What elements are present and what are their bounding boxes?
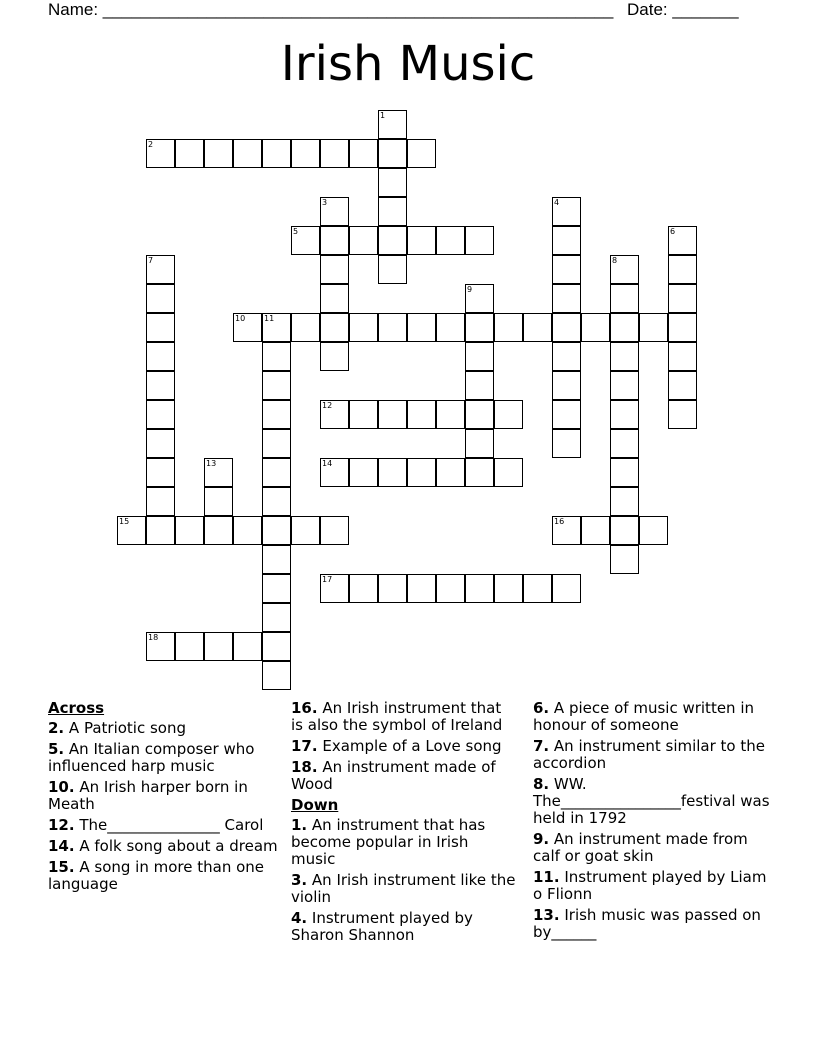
grid-cell[interactable] [378,574,407,603]
grid-cell[interactable] [610,284,639,313]
grid-cell[interactable] [320,458,349,487]
grid-cell[interactable] [117,516,146,545]
grid-cell[interactable] [320,197,349,226]
grid-cell[interactable] [378,255,407,284]
grid-cell[interactable] [262,632,291,661]
grid-cell[interactable] [320,342,349,371]
grid-cell[interactable] [146,371,175,400]
grid-cell[interactable] [610,487,639,516]
grid-cell[interactable] [291,226,320,255]
grid-cell[interactable] [610,429,639,458]
grid-cell[interactable] [349,313,378,342]
clue-across-5: 5. An Italian composer who influenced harp music [48,740,255,775]
grid-cell[interactable] [320,516,349,545]
clue-column-3 [533,700,773,945]
grid-cell[interactable] [494,400,523,429]
grid-cell[interactable] [262,342,291,371]
clue-across-18: 18. An instrument made of Wood [291,758,496,793]
grid-cell[interactable] [407,226,436,255]
grid-cell[interactable] [262,371,291,400]
grid-cell[interactable] [465,458,494,487]
grid-cell[interactable] [552,342,581,371]
grid-cell[interactable] [320,400,349,429]
grid-cell[interactable] [465,226,494,255]
grid-cell[interactable] [262,429,291,458]
grid-cell[interactable] [465,284,494,313]
grid-cell[interactable] [378,168,407,197]
clue-across-16: 16. An Irish instrument that is also the symbol of Ireland [291,699,503,734]
date-field[interactable]: Date: _______ [627,0,739,19]
grid-cell[interactable] [320,574,349,603]
grid-cell[interactable] [552,400,581,429]
clue-number: 8 [612,256,618,265]
grid-cell[interactable] [552,255,581,284]
grid-cell[interactable] [349,139,378,168]
grid-cell[interactable] [320,284,349,313]
clue-number: 16 [554,517,565,526]
grid-cell[interactable] [407,139,436,168]
grid-cell[interactable] [465,342,494,371]
grid-cell[interactable] [146,139,175,168]
grid-cell[interactable] [378,458,407,487]
grid-cell[interactable] [146,342,175,371]
clue-down-7: 7. An instrument similar to the accordion [533,737,765,772]
grid-cell[interactable] [610,342,639,371]
across-heading: Across [48,699,105,717]
clue-number: 2 [148,140,154,149]
grid-cell[interactable] [378,197,407,226]
grid-cell[interactable] [262,574,291,603]
grid-cell[interactable] [175,632,204,661]
grid-cell[interactable] [436,400,465,429]
grid-cell[interactable] [552,574,581,603]
grid-cell[interactable] [204,487,233,516]
grid-cell[interactable] [262,661,291,690]
grid-cell[interactable] [610,313,639,342]
grid-cell[interactable] [465,429,494,458]
clue-down-4: 4. Instrument played by Sharon Shannon [291,909,473,944]
grid-cell[interactable] [581,516,610,545]
grid-cell[interactable] [233,139,262,168]
grid-cell[interactable] [436,226,465,255]
grid-cell[interactable] [262,400,291,429]
grid-cell[interactable] [639,313,668,342]
clue-across-15: 15. A song in more than one language [48,858,265,893]
grid-cell[interactable] [610,545,639,574]
grid-cell[interactable] [378,226,407,255]
grid-cell[interactable] [262,516,291,545]
clue-across-2: 2. A Patriotic song [48,719,186,737]
grid-cell[interactable] [175,139,204,168]
grid-cell[interactable] [204,458,233,487]
grid-cell[interactable] [407,574,436,603]
grid-cell[interactable] [291,313,320,342]
grid-cell[interactable] [610,255,639,284]
grid-cell[interactable] [465,313,494,342]
grid-cell[interactable] [146,516,175,545]
grid-cell[interactable] [668,226,697,255]
clue-number: 18 [148,633,159,642]
grid-cell[interactable] [494,458,523,487]
grid-cell[interactable] [610,400,639,429]
clue-down-8: 8. WW. The________________festival was held in 1792 [533,775,770,827]
grid-cell[interactable] [552,197,581,226]
grid-cell[interactable] [204,632,233,661]
grid-cell[interactable] [320,255,349,284]
clue-number: 15 [119,517,130,526]
grid-cell[interactable] [262,139,291,168]
clue-number: 13 [206,459,217,468]
grid-cell[interactable] [262,545,291,574]
name-field[interactable]: Name: ______________________________________________________ [48,0,614,19]
grid-cell[interactable] [668,342,697,371]
clue-number: 7 [148,256,154,265]
clue-number: 4 [554,198,560,207]
clue-down-11: 11. Instrument played by Liam o Flionn [533,868,767,903]
clue-number: 6 [670,227,676,236]
grid-cell[interactable] [552,429,581,458]
grid-cell[interactable] [465,574,494,603]
grid-cell[interactable] [668,371,697,400]
grid-cell[interactable] [436,458,465,487]
grid-cell[interactable] [668,400,697,429]
grid-cell[interactable] [233,516,262,545]
grid-cell[interactable] [610,371,639,400]
grid-cell[interactable] [610,516,639,545]
grid-cell[interactable] [146,458,175,487]
clue-down-1: 1. An instrument that has become popular in Irish music [291,816,486,868]
grid-cell[interactable] [436,574,465,603]
clue-column-1 [48,700,278,897]
grid-cell[interactable] [378,110,407,139]
grid-cell[interactable] [465,400,494,429]
grid-cell[interactable] [610,458,639,487]
grid-cell[interactable] [262,458,291,487]
clue-number: 14 [322,459,333,468]
grid-cell[interactable] [639,516,668,545]
grid-cell[interactable] [407,400,436,429]
grid-cell[interactable] [552,226,581,255]
clue-number: 3 [322,198,328,207]
grid-cell[interactable] [552,371,581,400]
clue-number: 17 [322,575,333,584]
grid-cell[interactable] [552,313,581,342]
grid-cell[interactable] [378,139,407,168]
grid-cell[interactable] [146,429,175,458]
grid-cell[interactable] [523,313,552,342]
grid-cell[interactable] [407,458,436,487]
grid-cell[interactable] [175,516,204,545]
grid-cell[interactable] [204,139,233,168]
clue-column-2 [291,700,517,948]
clue-across-12: 12. The_______________ Carol [48,816,264,834]
grid-cell[interactable] [407,313,436,342]
grid-cell[interactable] [494,313,523,342]
grid-cell[interactable] [349,400,378,429]
grid-cell[interactable] [146,284,175,313]
grid-cell[interactable] [146,487,175,516]
grid-cell[interactable] [233,632,262,661]
clue-across-14: 14. A folk song about a dream [48,837,278,855]
grid-cell[interactable] [552,284,581,313]
grid-cell[interactable] [146,255,175,284]
grid-cell[interactable] [291,516,320,545]
clue-number: 1 [380,111,386,120]
grid-cell[interactable] [262,603,291,632]
clue-number: 11 [264,314,275,323]
grid-cell[interactable] [581,313,610,342]
grid-cell[interactable] [378,313,407,342]
grid-cell[interactable] [349,458,378,487]
clue-number: 10 [235,314,246,323]
clue-down-6: 6. A piece of music written in honour of someone [533,699,754,734]
down-heading: Down [291,796,339,814]
grid-cell[interactable] [436,313,465,342]
grid-cell[interactable] [552,516,581,545]
grid-cell[interactable] [668,313,697,342]
grid-cell[interactable] [465,371,494,400]
grid-cell[interactable] [668,284,697,313]
page-title: Irish Music [280,36,536,92]
clue-across-17: 17. Example of a Love song [291,737,502,755]
grid-cell[interactable] [320,226,349,255]
grid-cell[interactable] [320,313,349,342]
grid-cell[interactable] [204,516,233,545]
grid-cell[interactable] [349,226,378,255]
grid-cell[interactable] [291,139,320,168]
grid-cell[interactable] [494,574,523,603]
grid-cell[interactable] [262,313,291,342]
grid-cell[interactable] [146,632,175,661]
grid-cell[interactable] [320,139,349,168]
clue-down-13: 13. Irish music was passed on by______ [533,906,761,941]
clue-number: 9 [467,285,473,294]
grid-cell[interactable] [146,313,175,342]
clue-down-9: 9. An instrument made from calf or goat skin [533,830,748,865]
grid-cell[interactable] [262,487,291,516]
clue-down-3: 3. An Irish instrument like the violin [291,871,516,906]
grid-cell[interactable] [378,400,407,429]
grid-cell[interactable] [349,574,378,603]
clue-across-10: 10. An Irish harper born in Meath [48,778,248,813]
clue-number: 5 [293,227,299,236]
clue-number: 12 [322,401,333,410]
grid-cell[interactable] [233,313,262,342]
grid-cell[interactable] [668,255,697,284]
grid-cell[interactable] [146,400,175,429]
grid-cell[interactable] [523,574,552,603]
